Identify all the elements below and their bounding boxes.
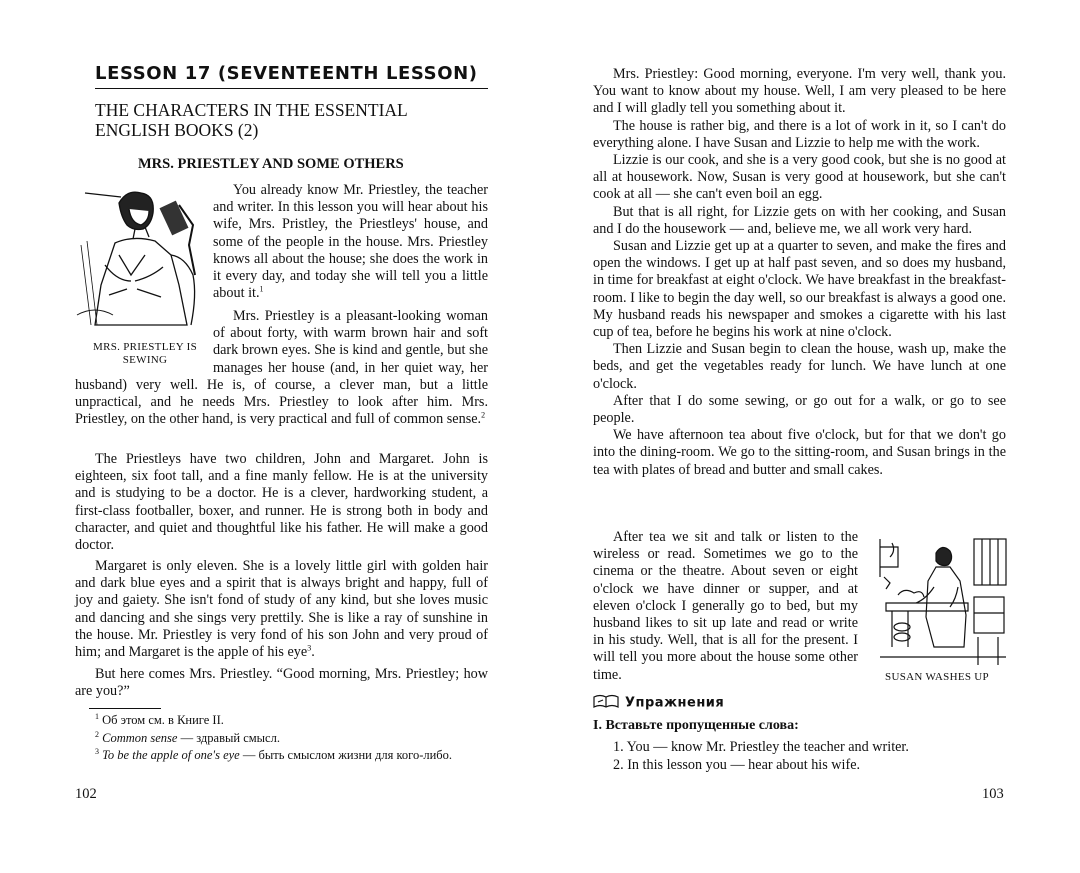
paragraph-children — [75, 451, 488, 554]
footnote-2 — [75, 730, 488, 746]
paragraph-text: Mrs. Priestley is a pleasant-looking woman of about forty, with warm brown hair and soft dark brown eyes. She is kind and gentle, but she manages her house (and, in her quiet way, her husband) very well. He is, of course, a clever man, but a little unpractical, and he needs Mrs. Priestley to look after him. Mrs. Priestley, on the other hand, is very practical and full of common sense. — [75, 308, 488, 428]
left-page — [75, 0, 488, 873]
right-page — [593, 0, 1006, 873]
footnote-mark: 3 — [95, 746, 99, 756]
section-subheading: MRS. PRIESTLEY AND SOME OTHERS — [138, 156, 404, 172]
footnote-1 — [75, 712, 488, 728]
paragraph-text: Margaret is only eleven. She is a lovely little girl with golden hair and dark blue eyes and a spirit that is always bright and happy, full of joy and gaiety. She isn't fond of study of any kind, but she loves music and dancing and she sings very prettily. She is like a ray of sunshine in the house. Mr. Priestley is very fond of his son John and very proud of him; and Margaret is the apple of his eye — [75, 558, 488, 661]
footnote-term: Common sense — [102, 731, 178, 745]
paragraph-greeting — [75, 666, 488, 700]
paragraph-text: Then Lizzie and Susan begin to clean the house, wash up, make the beds, and get the vegetables ready for lunch. We have lunch at one o'clock. — [593, 341, 1006, 392]
right-body — [593, 66, 1006, 479]
paragraph-intro — [213, 182, 488, 302]
exercise-instructions: I. Вставьте пропущенные слова: — [593, 718, 799, 733]
paragraph-text: But that is all right, for Lizzie gets on with her cooking, and Susan and I do the housework — and, believe me, we all work very hard. — [593, 203, 1006, 237]
footnote-term: To be the apple of one's eye — [102, 748, 240, 762]
paragraph-text: The Priestleys have two children, John and Margaret. John is eighteen, six foot tall, and a fine manly fellow. He is at the university and is studying to be a doctor. He is a clever, hardworking student, a first-class footballer, boxer, and runner. He is strong both in body and character, and quiet and thoughtful like his father. He will make a good doctor. — [75, 451, 488, 554]
lesson-title: LESSON 17 (SEVENTEENTH LESSON) — [95, 63, 478, 84]
exercise-item: 2. In this lesson you — hear about his wife. — [613, 757, 861, 773]
paragraph-text: You already know Mr. Priestley, the teacher and writer. In this lesson you will hear about his wife, Mrs. Pristley, the Priestleys' house, and some of the people in the house. Mrs. Priestley knows all about the house; she does the work in it every day, and today she will tell you a little about it. — [213, 182, 488, 302]
footnote-mark: 1 — [259, 284, 264, 294]
paragraph-text: Mrs. Priestley: Good morning, everyone. I'm very well, thank you. You want to know about my house. Well, I am very pleased to be here and I will gladly tell you something about it. — [593, 66, 1006, 117]
paragraph-description-wrap — [75, 308, 488, 428]
footnote-text: — здравый смысл. — [177, 731, 280, 745]
paragraph-text: We have afternoon tea about five o'clock, but for that we don't go into the dining-room. We go to the sitting-room, and Susan brings in the tea with plates of bread and butter and small cakes. — [593, 427, 1006, 478]
illustration-caption: MRS. PRIESTLEY IS SEWING — [92, 341, 197, 366]
footnote-mark: 1 — [95, 711, 99, 721]
footnote-3 — [75, 747, 488, 763]
paragraph-text: The house is rather big, and there is a lot of work in it, so I can't do everything alone. I have Susan and Lizzie to help me with the work. — [593, 117, 1006, 151]
footnote-mark: 3 — [307, 643, 312, 653]
footnote-text: Об этом см. в Книге II. — [102, 713, 224, 727]
illustration-caption: SUSAN WASHES UP — [885, 671, 989, 683]
paragraph-text: After that I do some sewing, or go out for a walk, or go to see people. — [593, 392, 1006, 427]
footnote-rule — [89, 708, 161, 709]
paragraph-text: Lizzie is our cook, and she is a very good cook, but she is no good at all at housework. Now, Susan is very good at housework, but she can't cook at all — she can't even boil an egg. — [593, 152, 1006, 203]
footnote-mark: 2 — [481, 410, 486, 420]
footnote-mark: 2 — [95, 729, 99, 739]
paragraph-evening — [593, 529, 858, 684]
chapter-title: THE CHARACTERS IN THE ESSENTIAL ENGLISH BOOKS (2) — [95, 100, 408, 140]
title-rule — [95, 88, 488, 89]
page-number: 103 — [982, 786, 1004, 802]
pencil-book-icon — [593, 694, 619, 712]
woman-washing-dishes-illustration — [878, 537, 1008, 667]
paragraph-text: Susan and Lizzie get up at a quarter to seven, and make the fires and open the windows. I get up at half past seven, and so does my husband, in time for breakfast at eight o'clock. We have breakfast in the breakfast-room. I like to begin the day well, so our breakfast is always a good one. My husband reads his newspaper and smokes a cigarette with his last cup of tea, before he begins his work at nine o'clock. — [593, 238, 1006, 341]
paragraph-text: After tea we sit and talk or listen to the wireless or read. Sometimes we go to the cinema or the theatre. About seven or eight o'clock we have dinner or supper, and at eleven o'clock I generally go to bed, but my husband likes to sit up late and read or write in his study. Well, that is all for the present. I will tell you more about the house some other time. — [593, 529, 858, 683]
exercises-heading — [593, 694, 724, 712]
paragraph-text: But here comes Mrs. Priestley. “Good morning, Mrs. Priestley; how are you?” — [75, 666, 488, 700]
page-number: 102 — [75, 786, 97, 802]
paragraph-margaret: Margaret is only eleven. She is a lovely little girl with golden hair and dark blue eyes and a spirit that is always bright and happy, full of joy and gaiety. She isn't fond of study of any kind, but she loves music and dancing and she sings very prettily. She is like a ray of sunshine in the house. Mr. Priestley is very fond of his son John and very proud of him; and Margaret is the apple of his eye$^3$. — [75, 558, 488, 661]
exercises-heading-text: Упражнения — [625, 695, 725, 711]
footnote-text: — быть смыслом жизни для кого-либо. — [239, 748, 453, 762]
exercise-item: 1. You — know Mr. Priestley the teacher and writer. — [613, 739, 909, 755]
